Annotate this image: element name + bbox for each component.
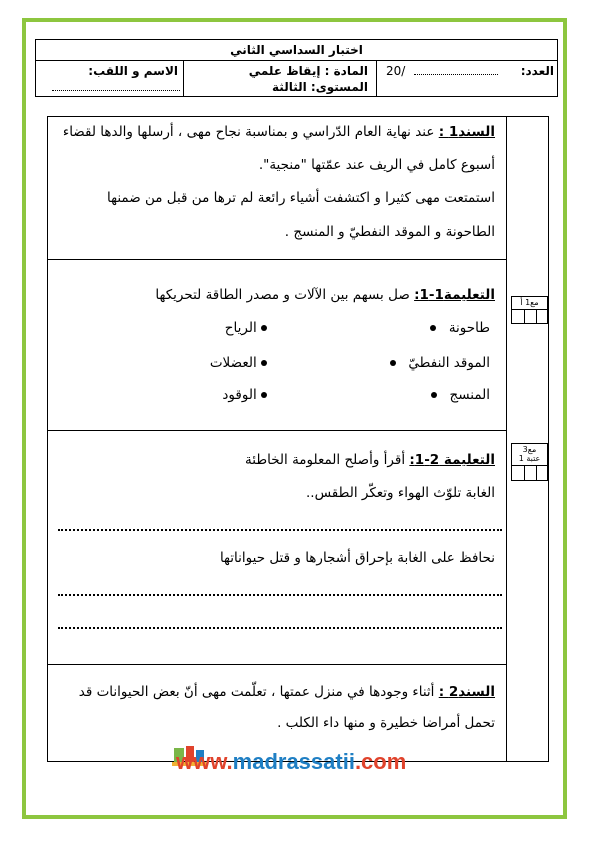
machine-item[interactable]: المنسج [431,387,490,403]
energy-source-item[interactable]: العضلات [210,355,267,371]
sanad1-line-1: السند1 : عند نهاية العام الدّراسي و بمناسبة نجاح مهى ، أرسلها والدها لقضاء [62,124,495,140]
watermark-text-segment: .com [354,749,407,774]
sanad2-line-2: تحمل أمراضا خطيرة و منها داء الكلب . [277,715,495,731]
sanad2-line-1: السند2 : أثناء وجودها في منزل عمتها ، تعلّمت مهى أنّ بعض الحيوانات قد [78,684,495,700]
connect-dot[interactable] [261,392,267,398]
connect-dot[interactable] [390,360,396,366]
grade-label: العدد: [520,64,554,78]
energy-source-item[interactable]: الرياح [225,320,267,336]
header-divider [376,60,377,96]
section-divider [47,430,507,431]
header-box [35,39,558,97]
score-margin-column [507,116,549,762]
header-divider [183,60,184,96]
sanad1-line-2: أسبوع كامل في الريف عند عمّتها "منجية". [258,157,495,173]
task1-label: التعليمة1-1: [414,287,495,303]
grade-max: 20/ [386,64,406,78]
answer-line[interactable] [58,627,502,629]
score-box-2: مع3 عتبة 1 [511,443,548,481]
subject-label: المادة : إيقاظ علمي [248,64,368,78]
task2-sentence-2: نحافظ على الغابة بإحراق أشجارها و قتل حيواناتها [219,550,495,566]
sanad1-label: السند1 : [438,124,495,140]
sanad2-label: السند2 : [438,684,495,700]
name-field[interactable] [52,90,180,91]
level-label: المستوى: الثالثة [272,80,368,94]
machine-item[interactable]: الموقد النفطيّ [390,355,490,371]
task2-label: التعليمة 2-1: [409,452,495,468]
connect-dot[interactable] [430,325,436,331]
connect-dot[interactable] [261,360,267,366]
score-box-1: مع1 أ [511,296,548,324]
name-label: الاسم و اللقب: [88,64,178,78]
answer-line[interactable] [58,594,502,596]
svg-text:www.madrassatii.com [175,749,406,774]
section-divider [47,664,507,665]
sanad1-line-3: استمتعت مهى كثيرا و اكتشفت أشياء رائعة لم ترها من قبل من ضمنها [106,190,495,206]
task1-prompt: التعليمة1-1: صل بسهم بين الآلات و مصدر الطاقة لتحريكها [155,287,495,303]
task2-prompt: التعليمة 2-1: أقرأ وأصلح المعلومة الخاطئة [245,452,495,468]
exam-title: اختبار السداسي الثاني [36,40,557,61]
task2-sentence-1: الغابة تلوّث الهواء وتعكّر الطقس.. [306,485,495,501]
watermark-text-segment: www. [176,749,233,774]
sanad1-line-4: الطاحونة و الموقد النفطيّ و المنسج . [284,224,495,240]
section-divider [47,259,507,260]
energy-source-item[interactable]: الوقود [222,387,267,403]
grade-field[interactable] [414,74,498,75]
site-watermark [170,744,435,776]
exam-body [47,116,507,762]
connect-dot[interactable] [261,325,267,331]
watermark-text-segment: madrassatii [232,749,355,774]
answer-line[interactable] [58,529,502,531]
watermark-logo-icon [170,744,435,776]
machine-item[interactable]: طاحونة [430,320,490,336]
connect-dot[interactable] [431,392,437,398]
